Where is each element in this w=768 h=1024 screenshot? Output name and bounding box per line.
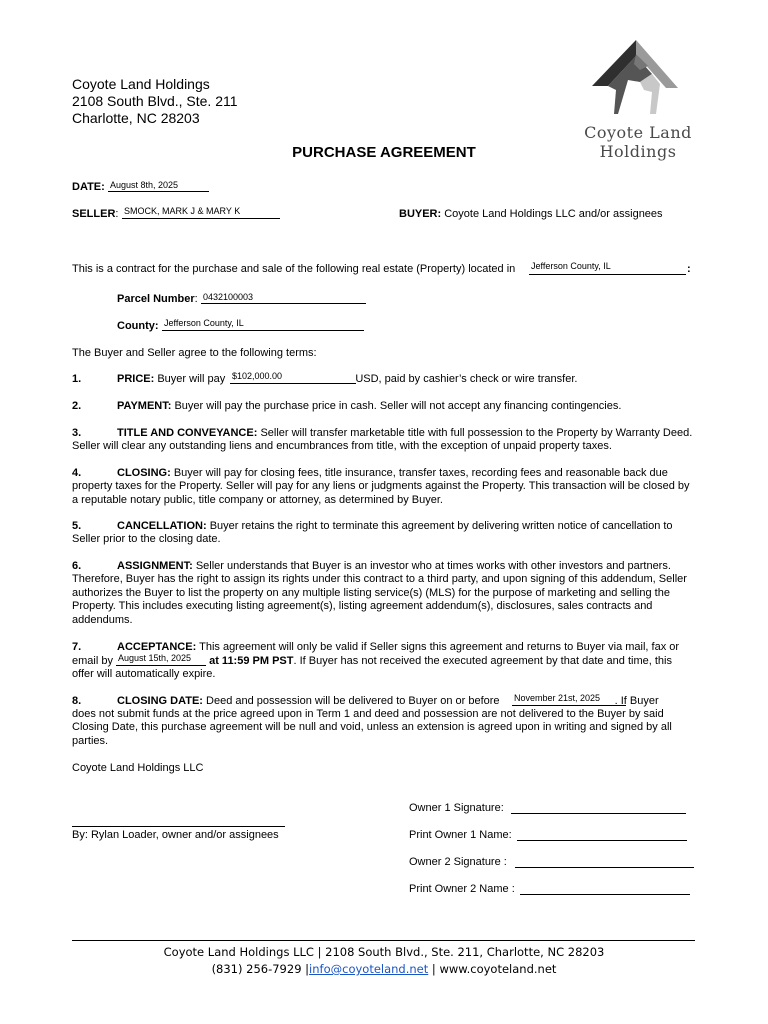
owner2-name-label: Print Owner 2 Name : [409,883,515,895]
county-underline [162,330,364,331]
logo-text-line2: Holdings [599,142,677,161]
owner1-name-label: Print Owner 1 Name: [409,829,512,841]
closing-date-value[interactable]: November 21st, 2025 [514,693,601,703]
owner1-signature-line[interactable] [511,813,686,814]
intro-location-value[interactable]: Jefferson County, IL [531,261,611,271]
term-8-text: does not submit funds at the price agreed upon in Term 1 and deed and possession are not delivered to the Buyer by said Closing Date, this purchase agreement will be null and void, unless an extension is agreed upon in writing and signed by all parties. [72,708,672,747]
parcel-label-row: Parcel Number: [117,293,198,305]
county-value[interactable]: Jefferson County, IL [164,318,244,328]
footer-website: | www.coyoteland.net [431,962,557,976]
buyer-row [399,208,663,221]
buyer-label: BUYER: [399,208,442,220]
intro-location-underline [529,274,686,275]
footer-contact [0,962,768,976]
parcel-value[interactable]: 0432100003 [203,292,254,302]
terms-intro: The Buyer and Seller agree to the following terms: [72,347,317,359]
price-value[interactable]: $102,000.00 [232,371,283,381]
company-logo [578,36,698,161]
closing-date-underline [512,705,626,706]
term-8-line1: 8. CLOSING DATE: Deed and possession will be delivered to Buyer on or before . If Buyer [72,695,659,707]
buyer-signature-line[interactable] [72,826,285,827]
footer-address: Coyote Land Holdings LLC | 2108 South Blvd., Ste. 211, Charlotte, NC 28203 [163,945,605,959]
term-4: 4. CLOSING: Buyer will pay for closing fees, title insurance, transfer taxes, recording fees and reasonable back due property taxes for the Property. Seller will pay for any liens or judgments against the Property. This transaction will be closed by a reputable notary public, title company or attorney, as determined by Buyer. [72,467,690,506]
owner2-name-line[interactable] [520,894,690,895]
term-2: 2. PAYMENT: Buyer will pay the purchase price in cash. Seller will not accept any financing contingencies. [72,400,622,412]
term-7-line3: offer will automatically expire. [72,668,216,680]
date-label: DATE: [72,181,105,193]
parcel-label: Parcel Number [117,293,195,305]
term-6: 6. ASSIGNMENT: Seller understands that Buyer is an investor who at times works with other investors and partners. Therefore, Buyer has the right to assign its rights under this contract to a third party, and upon signing of this addendum, Seller authorizes the Buyer to list the property on any multiple listing service(s) (MLS) for the purpose of marketing and selling the Property. This includes executing listing agreement(s), listing agreement addendum(s), disclosures, sales contracts and addendums. [72,560,687,626]
parcel-underline [201,303,366,304]
term-7-line2: email by at 11:59 PM PST. If Buyer has not received the executed agreement by that date and time, this [72,655,672,667]
term-3: 3. TITLE AND CONVEYANCE: Seller will transfer marketable title with full possession to the Property by Warranty Deed. Seller will clear any outstanding liens and encumbrances from title, with the exception of unpaid property taxes. [72,427,693,453]
owner1-name-line[interactable] [517,840,687,841]
footer-phone: (831) 256-7929 | [211,962,310,976]
company-name: Coyote Land Holdings [72,76,210,92]
acceptance-date-underline [116,665,206,666]
signoff-company: Coyote Land Holdings LLC [72,762,204,774]
owner1-signature-label: Owner 1 Signature: [409,802,504,814]
intro-colon: : [687,263,691,275]
acceptance-date-value[interactable]: August 15th, 2025 [118,653,192,663]
term-7: 7. ACCEPTANCE: This agreement will only be valid if Seller signs this agreement and returns to Buyer via mail, fax or [72,641,680,653]
owner2-signature-label: Owner 2 Signature : [409,856,507,868]
term-1: 1. PRICE: Buyer will pay USD, paid by cashier’s check or wire transfer. [72,373,578,385]
seller-label-row: SELLER: [72,208,119,220]
company-address-line2: Charlotte, NC 28203 [72,110,200,126]
intro-text: This is a contract for the purchase and sale of the following real estate (Property) located in [72,263,516,275]
date-underline [108,191,209,192]
seller-label: SELLER [72,208,116,220]
footer-divider [72,940,695,941]
seller-underline [122,218,280,219]
county-label: County: [117,320,159,332]
document-title: PURCHASE AGREEMENT [292,144,476,161]
by-line: By: Rylan Loader, owner and/or assignees [72,829,279,841]
term-5: 5. CANCELLATION: Buyer retains the right to terminate this agreement by delivering written notice of cancellation to Seller prior to the closing date. [72,520,673,546]
logo-text-line1: Coyote Land [584,123,692,142]
date-value[interactable]: August 8th, 2025 [110,180,179,190]
price-underline [230,383,356,384]
buyer-value: Coyote Land Holdings LLC and/or assignees [444,208,663,220]
seller-value[interactable]: SMOCK, MARK J & MARY K [124,206,241,216]
owner2-signature-line[interactable] [515,867,694,868]
footer-email-link[interactable]: info@coyoteland.net [309,962,429,976]
mountain-coyote-logo-icon [578,36,698,116]
company-address-line1: 2108 South Blvd., Ste. 211 [72,93,238,109]
company-address [72,76,238,127]
